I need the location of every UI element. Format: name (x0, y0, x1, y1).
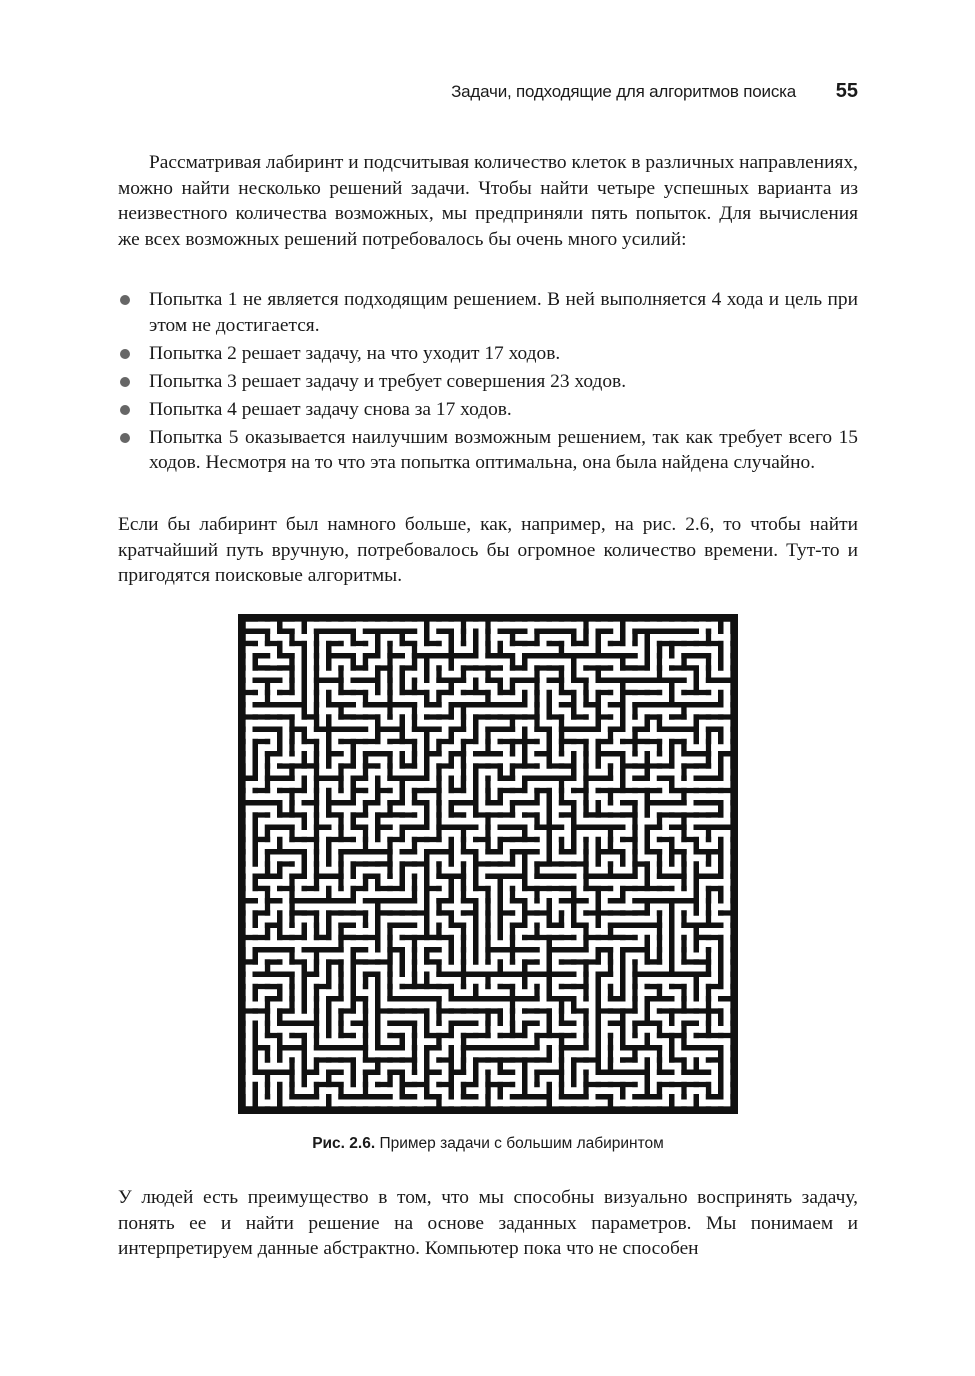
paragraph-intro-text: Рассматривая лабиринт и подсчитывая количество клеток в различных направлениях, можно найти несколько решений задачи. Чтобы найти четыре успешных варианта из неизвестного количества возможных, мы предприняли пять попыток. Для вычисления же всех возможных решений потребовалось бы очень много усилий: (118, 152, 858, 250)
figure-caption-label: Рис. 2.6. (312, 1135, 376, 1152)
paragraph-intro (118, 150, 858, 252)
maze-figure (238, 614, 738, 1114)
figure-caption-text: Пример задачи с большим лабиринтом (379, 1135, 664, 1152)
list-item (118, 369, 858, 395)
bullet-icon (120, 349, 130, 359)
list-item-text: Попытка 1 не является подходящим решением. В ней выполняется 4 хода и цель при этом не достигается. (149, 289, 858, 336)
maze-image (238, 614, 738, 1114)
attempts-list (118, 287, 858, 478)
list-item-text: Попытка 2 решает задачу, на что уходит 17 ходов. (149, 342, 561, 364)
list-item-text: Попытка 5 оказывается наилучшим возможным решением, так как требует всего 15 ходов. Несмотря на то что эта попытка оптимальна, она была найдена случайно. (149, 426, 858, 473)
running-header-title: Задачи, подходящие для алгоритмов поиска (451, 82, 796, 101)
list-item (118, 341, 858, 367)
bullet-icon (120, 295, 130, 305)
bullet-icon (120, 377, 130, 387)
list-item (118, 425, 858, 476)
list-item (118, 287, 858, 338)
paragraph-large-maze: Если бы лабиринт был намного больше, как, например, на рис. 2.6, то чтобы найти кратчайший путь вручную, потребовалось бы огромное количество времени. Тут-то и пригодятся поисковые алгоритмы. (118, 514, 858, 586)
bullet-icon (120, 405, 130, 415)
bullet-icon (120, 433, 130, 443)
running-header (118, 80, 858, 106)
page-number: 55 (835, 80, 858, 102)
list-item-text: Попытка 4 решает задачу снова за 17 ходов. (149, 398, 512, 420)
list-item-text: Попытка 3 решает задачу и требует совершения 23 ходов. (149, 370, 627, 392)
paragraph-human-advantage: У людей есть преимущество в том, что мы способны визуально воспринять задачу, понять ее и найти решение на основе заданных параметров. Мы понимаем и интерпретируем данные абстрактно. Компьютер пока что не способен (118, 1187, 858, 1259)
list-item (118, 397, 858, 423)
figure-caption (118, 1135, 858, 1153)
